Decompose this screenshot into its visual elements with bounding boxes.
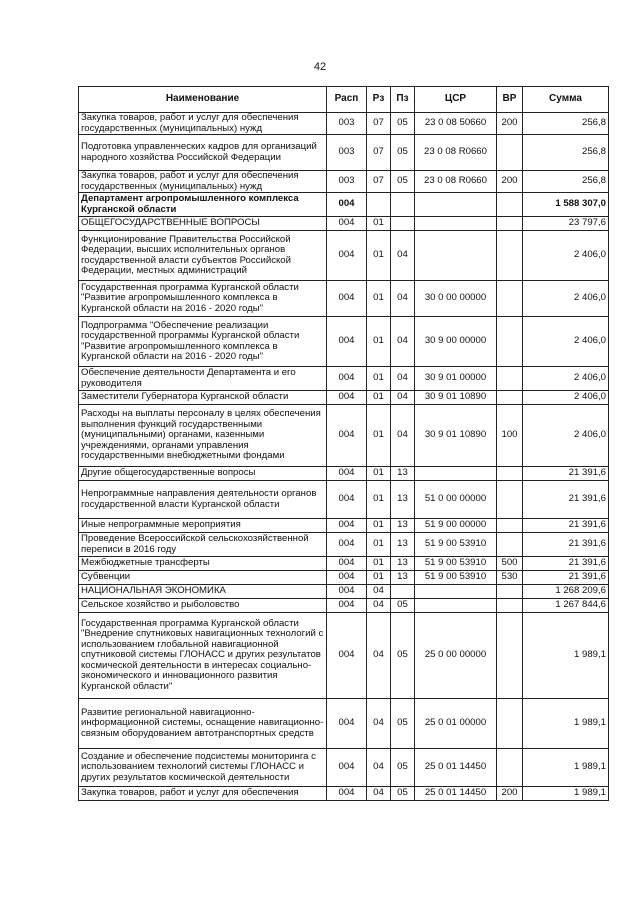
cell-sum: 2 406,0 [523, 405, 609, 467]
cell-sum: 1 267 844,6 [523, 599, 609, 613]
cell-csr: 30 9 01 10890 [415, 405, 497, 467]
cell-sum: 1 989,1 [523, 749, 609, 787]
table-row [79, 135, 609, 171]
cell-vr [497, 481, 523, 519]
cell-csr: 25 0 01 14450 [415, 749, 497, 787]
cell-vr [497, 281, 523, 317]
cell-csr [415, 217, 497, 231]
cell-sum: 256,8 [523, 171, 609, 193]
table-row [79, 281, 609, 317]
cell-vr [497, 613, 523, 699]
cell-csr: 25 0 00 00000 [415, 613, 497, 699]
cell-sum: 21 391,6 [523, 557, 609, 571]
cell-name: Непрограммные направления деятельности органов государственной власти Курганской области [79, 481, 327, 519]
cell-name: Обеспечение деятельности Департамента и его руководителя [79, 367, 327, 391]
cell-sum: 1 268 209,6 [523, 585, 609, 599]
cell-rz: 04 [367, 787, 391, 801]
header-pz: Пз [391, 87, 415, 113]
cell-pz [391, 217, 415, 231]
cell-sum: 1 989,1 [523, 787, 609, 801]
cell-vr [497, 391, 523, 405]
cell-rasp: 003 [327, 135, 367, 171]
cell-rz: 01 [367, 367, 391, 391]
cell-pz: 05 [391, 749, 415, 787]
cell-sum: 1 989,1 [523, 699, 609, 749]
cell-vr [497, 519, 523, 533]
cell-pz: 04 [391, 405, 415, 467]
cell-rasp: 004 [327, 481, 367, 519]
cell-rasp: 004 [327, 367, 367, 391]
cell-sum: 21 391,6 [523, 533, 609, 557]
cell-name: Развитие региональной навигационно-информационной системы, оснащение навигационно-связным оборудованием автотранспортных средств [79, 699, 327, 749]
cell-name: Субвенции [79, 571, 327, 585]
cell-name: Расходы на выплаты персоналу в целях обеспечения выполнения функций государственными (муниципальными) органами, казенными учреждениями, органами управления государственными внебюджетными фондами [79, 405, 327, 467]
cell-rz: 07 [367, 171, 391, 193]
header-csr: ЦСР [415, 87, 497, 113]
cell-name: Сельское хозяйство и рыболовство [79, 599, 327, 613]
cell-rz: 01 [367, 281, 391, 317]
cell-pz: 05 [391, 613, 415, 699]
cell-name: ОБЩЕГОСУДАРСТВЕННЫЕ ВОПРОСЫ [79, 217, 327, 231]
cell-vr [497, 749, 523, 787]
cell-sum: 2 406,0 [523, 317, 609, 367]
cell-rasp: 004 [327, 281, 367, 317]
cell-name: Закупка товаров, работ и услуг для обеспечения государственных (муниципальных) нужд [79, 113, 327, 135]
cell-rz: 01 [367, 391, 391, 405]
budget-table [78, 86, 609, 801]
cell-rasp: 004 [327, 787, 367, 801]
cell-rz: 04 [367, 749, 391, 787]
cell-sum: 256,8 [523, 113, 609, 135]
table-row [79, 599, 609, 613]
cell-vr: 200 [497, 787, 523, 801]
cell-pz: 13 [391, 467, 415, 481]
table-row [79, 749, 609, 787]
cell-pz: 04 [391, 367, 415, 391]
table-row [79, 391, 609, 405]
cell-pz: 05 [391, 787, 415, 801]
cell-vr [497, 231, 523, 281]
cell-rasp: 004 [327, 533, 367, 557]
cell-rasp: 004 [327, 699, 367, 749]
cell-sum: 1 989,1 [523, 613, 609, 699]
cell-vr [497, 467, 523, 481]
cell-name: Государственная программа Курганской области "Развитие агропромышленного комплекса в Курганской области на 2016 - 2020 годы" [79, 281, 327, 317]
cell-rasp: 004 [327, 613, 367, 699]
table-row [79, 405, 609, 467]
cell-sum: 256,8 [523, 135, 609, 171]
page-number: 42 [313, 61, 327, 73]
cell-csr: 30 9 01 00000 [415, 367, 497, 391]
cell-sum: 21 391,6 [523, 467, 609, 481]
cell-vr: 500 [497, 557, 523, 571]
cell-vr: 200 [497, 171, 523, 193]
table-row [79, 787, 609, 801]
cell-vr: 530 [497, 571, 523, 585]
cell-rz: 01 [367, 557, 391, 571]
cell-rasp: 004 [327, 585, 367, 599]
cell-csr [415, 585, 497, 599]
cell-rz: 01 [367, 405, 391, 467]
cell-rasp: 004 [327, 231, 367, 281]
cell-pz: 13 [391, 481, 415, 519]
table-row [79, 317, 609, 367]
cell-pz: 05 [391, 599, 415, 613]
cell-rasp: 004 [327, 193, 367, 217]
table-row [79, 557, 609, 571]
cell-rasp: 004 [327, 217, 367, 231]
cell-name: Создание и обеспечение подсистемы мониторинга с использованием технологий системы ГЛОНАСС и других результатов космической деятельности [79, 749, 327, 787]
cell-vr [497, 533, 523, 557]
cell-name: Проведение Всероссийской сельскохозяйственной переписи в 2016 году [79, 533, 327, 557]
cell-vr [497, 599, 523, 613]
cell-sum: 21 391,6 [523, 519, 609, 533]
header-rz: Рз [367, 87, 391, 113]
cell-name: Другие общегосударственные вопросы [79, 467, 327, 481]
cell-csr: 51 9 00 00000 [415, 519, 497, 533]
cell-rz: 01 [367, 571, 391, 585]
table-header-row [79, 87, 609, 113]
cell-csr [415, 467, 497, 481]
header-rasp: Расп [327, 87, 367, 113]
cell-pz: 13 [391, 533, 415, 557]
header-sum: Сумма [523, 87, 609, 113]
cell-vr [497, 367, 523, 391]
table-row [79, 481, 609, 519]
cell-csr [415, 231, 497, 281]
table-row [79, 467, 609, 481]
cell-vr: 100 [497, 405, 523, 467]
cell-vr: 200 [497, 113, 523, 135]
cell-pz [391, 585, 415, 599]
cell-rz: 07 [367, 113, 391, 135]
cell-csr [415, 599, 497, 613]
header-name: Наименование [79, 87, 327, 113]
cell-rz: 01 [367, 467, 391, 481]
cell-sum: 1 588 307,0 [523, 193, 609, 217]
table-row [79, 193, 609, 217]
cell-rz: 07 [367, 135, 391, 171]
table-row [79, 585, 609, 599]
cell-pz: 04 [391, 231, 415, 281]
cell-name: НАЦИОНАЛЬНАЯ ЭКОНОМИКА [79, 585, 327, 599]
table-row [79, 613, 609, 699]
cell-name: Департамент агропромышленного комплекса Курганской области [79, 193, 327, 217]
cell-rasp: 004 [327, 467, 367, 481]
cell-rasp: 004 [327, 391, 367, 405]
cell-pz: 13 [391, 519, 415, 533]
cell-rz: 04 [367, 699, 391, 749]
cell-vr [497, 317, 523, 367]
cell-name: Иные непрограммные мероприятия [79, 519, 327, 533]
header-vr: ВР [497, 87, 523, 113]
table-row [79, 231, 609, 281]
cell-vr [497, 193, 523, 217]
cell-name: Межбюджетные трансферты [79, 557, 327, 571]
cell-rasp: 004 [327, 749, 367, 787]
cell-pz: 05 [391, 699, 415, 749]
cell-rasp: 004 [327, 571, 367, 585]
cell-rasp: 004 [327, 519, 367, 533]
cell-rasp: 003 [327, 171, 367, 193]
cell-pz: 04 [391, 391, 415, 405]
cell-rz: 01 [367, 533, 391, 557]
cell-csr: 51 9 00 53910 [415, 533, 497, 557]
cell-sum: 21 391,6 [523, 481, 609, 519]
cell-name: Закупка товаров, работ и услуг для обеспечения государственных (муниципальных) нужд [79, 171, 327, 193]
cell-sum: 2 406,0 [523, 367, 609, 391]
cell-pz: 05 [391, 171, 415, 193]
table-row [79, 217, 609, 231]
cell-rasp: 003 [327, 113, 367, 135]
cell-rz: 01 [367, 519, 391, 533]
cell-pz [391, 193, 415, 217]
cell-csr: 25 0 01 00000 [415, 699, 497, 749]
cell-sum: 2 406,0 [523, 281, 609, 317]
cell-name: Закупка товаров, работ и услуг для обеспечения [79, 787, 327, 801]
cell-csr: 23 0 08 R0660 [415, 135, 497, 171]
cell-rz [367, 193, 391, 217]
table-row [79, 699, 609, 749]
cell-rz: 01 [367, 231, 391, 281]
cell-csr: 51 9 00 53910 [415, 557, 497, 571]
cell-rasp: 004 [327, 405, 367, 467]
cell-rasp: 004 [327, 557, 367, 571]
cell-name: Заместители Губернатора Курганской области [79, 391, 327, 405]
cell-csr: 30 0 00 00000 [415, 281, 497, 317]
cell-vr [497, 135, 523, 171]
cell-rz: 01 [367, 481, 391, 519]
cell-pz: 04 [391, 281, 415, 317]
cell-pz: 04 [391, 317, 415, 367]
table-row [79, 171, 609, 193]
cell-sum: 23 797,6 [523, 217, 609, 231]
cell-rasp: 004 [327, 599, 367, 613]
table-row [79, 367, 609, 391]
cell-rz: 04 [367, 613, 391, 699]
cell-csr [415, 193, 497, 217]
cell-vr [497, 585, 523, 599]
cell-sum: 2 406,0 [523, 231, 609, 281]
cell-sum: 2 406,0 [523, 391, 609, 405]
cell-csr: 51 0 00 00000 [415, 481, 497, 519]
cell-rz: 04 [367, 599, 391, 613]
table-row [79, 113, 609, 135]
cell-rz: 04 [367, 585, 391, 599]
cell-pz: 05 [391, 135, 415, 171]
cell-vr [497, 699, 523, 749]
cell-vr [497, 217, 523, 231]
cell-name: Подпрограмма "Обеспечение реализации государственной программы Курганской области "Развитие агропромышленного комплекса в Курганской области на 2016 - 2020 годы" [79, 317, 327, 367]
table-row [79, 519, 609, 533]
cell-name: Государственная программа Курганской области "Внедрение спутниковых навигационных технологий с использованием глобальной навигационной спутниковой системы ГЛОНАСС и других результатов космической деятельности в интересах социально-экономического и инновационного развития Курганской области" [79, 613, 327, 699]
cell-pz: 13 [391, 557, 415, 571]
cell-name: Подготовка управленческих кадров для организаций народного хозяйства Российской Федерации [79, 135, 327, 171]
cell-csr: 25 0 01 14450 [415, 787, 497, 801]
table-row [79, 571, 609, 585]
cell-pz: 05 [391, 113, 415, 135]
cell-rasp: 004 [327, 317, 367, 367]
cell-csr: 51 9 00 53910 [415, 571, 497, 585]
cell-csr: 23 0 08 R0660 [415, 171, 497, 193]
cell-csr: 23 0 08 50660 [415, 113, 497, 135]
cell-rz: 01 [367, 317, 391, 367]
cell-name: Функционирование Правительства Российской Федерации, высших исполнительных органов государственной власти субъектов Российской Федерации, местных администраций [79, 231, 327, 281]
cell-sum: 21 391,6 [523, 571, 609, 585]
cell-csr: 30 9 00 00000 [415, 317, 497, 367]
cell-csr: 30 9 01 10890 [415, 391, 497, 405]
cell-rz: 01 [367, 217, 391, 231]
cell-pz: 13 [391, 571, 415, 585]
table-row [79, 533, 609, 557]
